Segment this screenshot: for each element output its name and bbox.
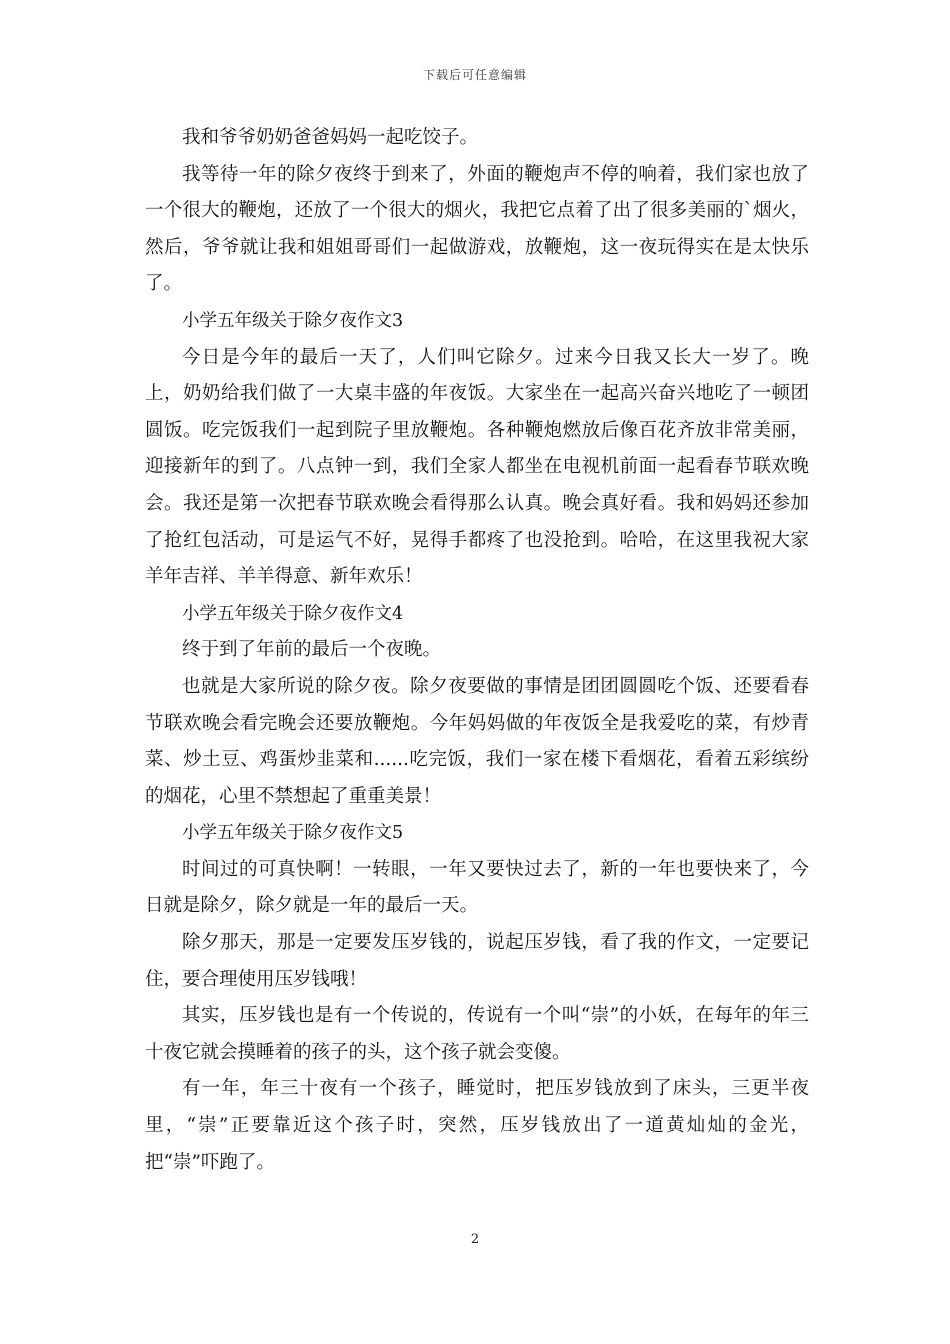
essay-title: 小学五年级关于除夕夜作文3 bbox=[182, 310, 404, 331]
essay-title: 小学五年级关于除夕夜作文4 bbox=[182, 603, 404, 624]
page-number: 2 bbox=[470, 1232, 480, 1247]
paragraph: 今日是今年的最后一天了，人们叫它除夕。过来今日我又长大一岁了。晚上，奶奶给我们做了一大桌丰盛的年夜饭。大家坐在一起高兴奋兴地吃了一顿团圆饭。吃完饭我们一起到院子里放鞭炮。各种鞭炮燃放后像百花齐放非常美丽，迎接新年的到了。八点钟一到，我们全家人都坐在电视机前面一起看春节联欢晚会。我还是第一次把春节联欢晚会看得那么认真。晚会真好看。我和妈妈还参加了抢红包活动，可是运气不好，晃得手都疼了也没抢到。哈哈，在这里我祝大家羊年吉祥、羊羊得意、新年欢乐！ bbox=[145, 346, 809, 588]
paragraph: 也就是大家所说的除夕夜。除夕夜要做的事情是团团圆圆吃个饭、还要看春节联欢晚会看完晚会还要放鞭炮。今年妈妈做的年夜饭全是我爱吃的菜，有炒青菜、炒土豆、鸡蛋炒韭菜和......吃完饭，我们一家在楼下看烟花，看着五彩缤纷的烟花，心里不禁想起了重重美景！ bbox=[145, 675, 809, 807]
document-body bbox=[145, 120, 809, 1181]
paragraph: 时间过的可真快啊！一转眼，一年又要快过去了，新的一年也要快来了，今日就是除夕，除夕就是一年的最后一天。 bbox=[145, 858, 809, 917]
paragraph: 我等待一年的除夕夜终于到来了，外面的鞭炮声不停的响着，我们家也放了一个很大的鞭炮，还放了一个很大的烟火，我把它点着了出了很多美丽的`烟火，然后，爷爷就让我和姐姐哥哥们一起做游戏，放鞭炮，这一夜玩得实在是太快乐了。 bbox=[145, 163, 809, 295]
paragraph: 其实，压岁钱也是有一个传说的，传说有一个叫“崇”的小妖，在每年的年三十夜它就会摸睡着的孩子的头，这个孩子就会变傻。 bbox=[145, 1005, 809, 1063]
paragraph: 除夕那天，那是一定要发压岁钱的，说起压岁钱，看了我的作文，一定要记住，要合理使用压岁钱哦！ bbox=[145, 932, 809, 990]
paragraph: 终于到了年前的最后一个夜晚。 bbox=[182, 639, 442, 661]
page-header: 下载后可任意编辑 bbox=[422, 68, 527, 82]
essay-title: 小学五年级关于除夕夜作文5 bbox=[182, 823, 404, 844]
paragraph: 我和爷爷奶奶爸爸妈妈一起吃饺子。 bbox=[182, 127, 479, 148]
paragraph: 有一年，年三十夜有一个孩子，睡觉时，把压岁钱放到了床头，三更半夜里，“崇”正要靠近这个孩子时，突然，压岁钱放出了一道黄灿灿的金光，把“崇”吓跑了。 bbox=[145, 1078, 809, 1173]
